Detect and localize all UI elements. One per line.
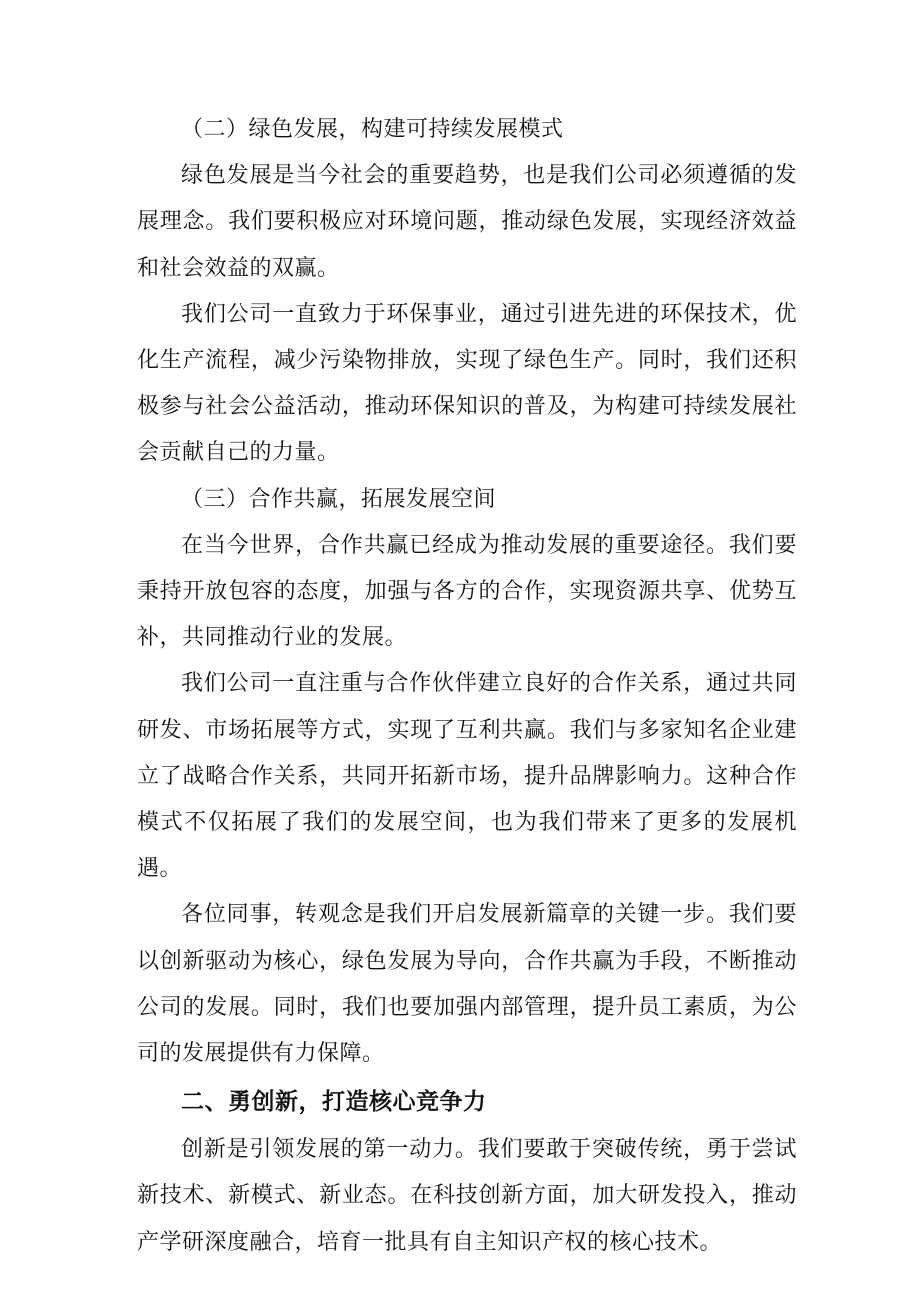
section-green-heading: （二）绿色发展，构建可持续发展模式: [181, 117, 564, 142]
section-two-heading: 二、勇创新，打造核心竞争力: [181, 1089, 487, 1116]
section-green-paragraph-1: 绿色发展是当今社会的重要趋势，也是我们公司必须遵循的发展理念。我们要积极应对环境问题，推动绿色发展，实现经济效益和社会效益的双赢。: [137, 163, 797, 281]
section-coop-heading: （三）合作共赢，拓展发展空间: [181, 486, 497, 512]
section-green-paragraph-2: 我们公司一直致力于环保事业，通过引进先进的环保技术，优化生产流程，减少污染物排放，实现了绿色生产。同时，我们还积极参与社会公益活动，推动环保知识的普及，为构建可持续发展社会贡献自己的力量。: [137, 301, 797, 466]
section-coop-paragraph-1: 在当今世界，合作共赢已经成为推动发展的重要途径。我们要秉持开放包容的态度，加强与各方的合作，实现资源共享、优势互补，共同推动行业的发展。: [137, 532, 797, 651]
section-two-paragraph-1: 创新是引领发展的第一动力。我们要敢于突破传统，勇于尝试新技术、新模式、新业态。在科技创新方面，加大研发投入，推动产学研深度融合，培育一批具有自主知识产权的核心技术。: [137, 1137, 797, 1255]
document-body: [137, 107, 797, 1266]
section-coop-paragraph-2: 我们公司一直注重与合作伙伴建立良好的合作关系，通过共同研发、市场拓展等方式，实现了互利共赢。我们与多家知名企业建立了战略合作关系，共同开拓新市场，提升品牌影响力。这种合作模式不仅拓展了我们的发展空间，也为我们带来了更多的发展机遇。: [137, 671, 797, 882]
closing-paragraph: 各位同事，转观念是我们开启发展新篇章的关键一步。我们要以创新驱动为核心，绿色发展为导向，合作共赢为手段，不断推动公司的发展。同时，我们也要加强内部管理，提升员工素质，为公司的发展提供有力保障。: [137, 902, 797, 1067]
